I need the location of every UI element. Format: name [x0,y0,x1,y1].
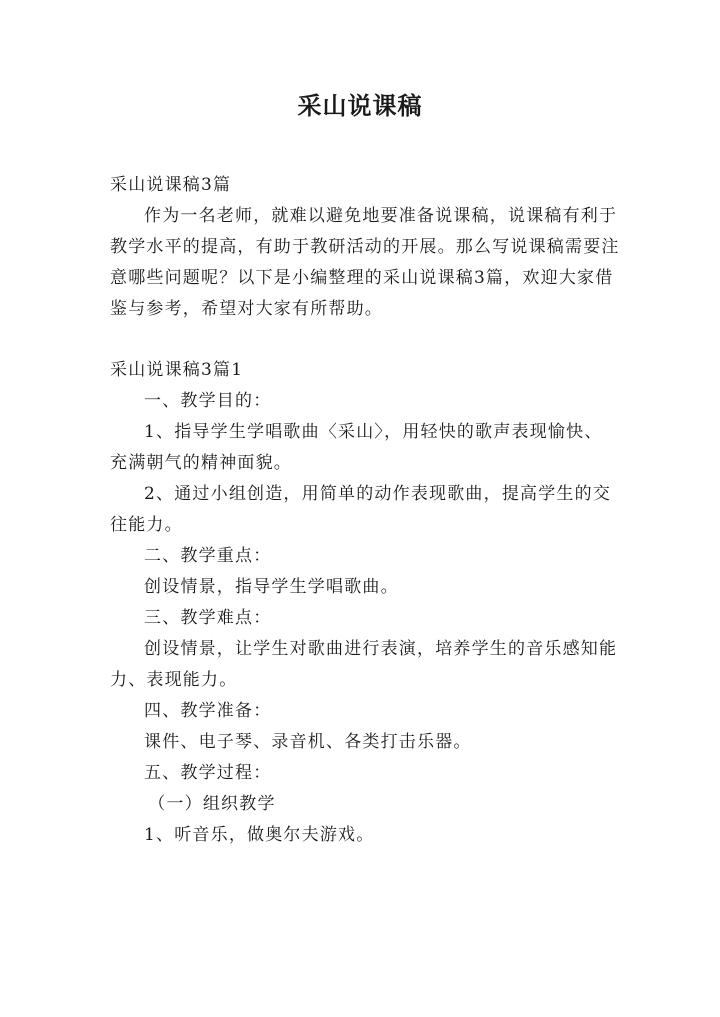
paragraph-keypoint-heading: 二、教学重点： [144,546,272,566]
paragraph-keypoint: 创设情景，指导学生学唱歌曲。 [144,577,399,597]
paragraph-objective-2: 2、通过小组创造，用简单的动作表现歌曲，提高学生的交往能力。 [110,484,612,535]
paragraph-difficulty: 创设情景，让学生对歌曲进行表演，培养学生的音乐感知能力、表现能力。 [110,639,618,690]
paragraph-process-step-1: 1、听音乐，做奥尔夫游戏。 [144,825,375,845]
section-heading: 采山说课稿3篇1 [110,360,244,380]
paragraph-process-heading: 五、教学过程： [144,763,272,783]
paragraph-preparation-heading: 四、教学准备： [144,701,272,721]
paragraph-preparation: 课件、电子琴、录音机、各类打击乐器。 [144,732,472,752]
document-title: 采山说课稿 [297,92,423,120]
document-subtitle: 采山说课稿3篇 [110,175,232,195]
intro-paragraph: 作为一名老师，就难以避免地要准备说课稿，说课稿有利于教学水平的提高，有助于教研活动的开展。那么写说课稿需要注意哪些问题呢？以下是小编整理的采山说课稿3篇，欢迎大家借鉴与参考，希望对大家有所帮助。 [110,206,620,319]
paragraph-process-step-heading: （一）组织教学 [148,794,276,814]
paragraph-difficulty-heading: 三、教学难点： [144,608,272,628]
paragraph-objective-1: 1、指导学生学唱歌曲〈采山〉，用轻快的歌声表现愉快、充满朝气的精神面貌。 [110,422,603,473]
document-body [110,170,620,851]
section-gap [110,325,620,355]
paragraph-objective-heading: 一、教学目的： [144,391,272,411]
